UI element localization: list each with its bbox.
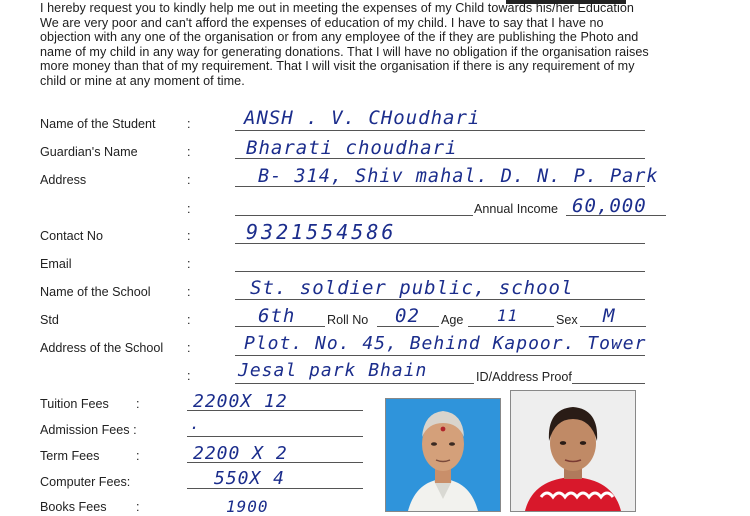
admission-fees-label: Admission Fees : bbox=[40, 423, 137, 437]
roll-no-label: Roll No bbox=[327, 313, 369, 327]
address-line-2 bbox=[235, 215, 473, 216]
books-fees-label: Books Fees bbox=[40, 500, 107, 514]
request-paragraph bbox=[40, 1, 745, 88]
admission-fees-value: . bbox=[190, 414, 201, 433]
std-label: Std bbox=[40, 313, 59, 327]
paragraph-line: child or mine at any moment of time. bbox=[40, 73, 245, 88]
contact-label: Contact No bbox=[40, 229, 103, 243]
id-proof-label: ID/Address Proof bbox=[476, 370, 572, 384]
school-address-line-1 bbox=[235, 355, 645, 356]
colon: : bbox=[136, 500, 140, 514]
email-line bbox=[235, 271, 645, 272]
std-value: 6th bbox=[258, 305, 296, 327]
age-label: Age bbox=[441, 313, 464, 327]
school-address-label: Address of the School bbox=[40, 341, 164, 355]
tuition-fees-value: 2200X 12 bbox=[193, 391, 288, 412]
computer-fees-value: 550X 4 bbox=[214, 468, 286, 489]
colon: : bbox=[136, 397, 140, 411]
paragraph-line: We are very poor and can't afford the expenses of education of my child. I have to say that I have no bbox=[40, 15, 604, 30]
contact-value: 9321554586 bbox=[246, 220, 397, 244]
colon: : bbox=[187, 285, 191, 299]
school-name-line bbox=[235, 299, 645, 300]
colon: : bbox=[187, 145, 191, 159]
student-name-value: ANSH . V. CHoudhari bbox=[244, 107, 481, 129]
age-line bbox=[468, 326, 554, 327]
school-address-value-line2: Jesal park Bhain bbox=[238, 360, 428, 381]
colon: : bbox=[187, 369, 191, 383]
address-value-line1: B- 314, Shiv mahal. D. N. P. Park bbox=[258, 166, 659, 187]
email-label: Email bbox=[40, 257, 72, 271]
term-fees-value: 2200 X 2 bbox=[193, 443, 288, 464]
address-label: Address bbox=[40, 173, 87, 187]
annual-income-label: Annual Income bbox=[474, 202, 559, 216]
age-value: 11 bbox=[497, 306, 519, 325]
colon: : bbox=[187, 341, 191, 355]
colon: : bbox=[187, 173, 191, 187]
annual-income-value: 60,000 bbox=[572, 195, 647, 217]
male-portrait bbox=[386, 399, 500, 511]
colon: : bbox=[187, 257, 191, 271]
student-name-label: Name of the Student bbox=[40, 117, 156, 131]
female-portrait bbox=[511, 391, 635, 511]
colon: : bbox=[187, 313, 191, 327]
tuition-fees-label: Tuition Fees bbox=[40, 397, 109, 411]
guardian-name-label: Guardian's Name bbox=[40, 145, 138, 159]
paragraph-line: name of my child in any way for generating donations. That I will have no obligation if the organisation raises bbox=[40, 44, 649, 59]
computer-fees-label: Computer Fees: bbox=[40, 475, 131, 489]
student-name-line bbox=[235, 130, 645, 131]
male-guardian-photo bbox=[385, 398, 501, 512]
school-name-value: St. soldier public, school bbox=[250, 277, 574, 299]
books-fees-value: 1900 bbox=[226, 497, 269, 516]
school-name-label: Name of the School bbox=[40, 285, 151, 299]
colon: : bbox=[187, 202, 191, 216]
sex-label: Sex bbox=[556, 313, 578, 327]
guardian-name-value: Bharati choudhari bbox=[246, 137, 458, 159]
school-address-line-2 bbox=[235, 383, 645, 384]
paragraph-line: I hereby request you to kindly help me out in meeting the expenses of my Child towards his/her Education bbox=[40, 1, 634, 15]
female-student-photo bbox=[510, 390, 636, 512]
paragraph-line: objection with any one of the organisation or from any employee of the if they are publishing the Photo and bbox=[40, 30, 639, 44]
colon: : bbox=[187, 117, 191, 131]
paragraph-line: more money than that of my requirement. That I will visit the organisation if there is any requirement of my bbox=[40, 59, 635, 73]
sex-value: M bbox=[603, 305, 616, 327]
term-fees-label: Term Fees bbox=[40, 449, 100, 463]
roll-no-value: 02 bbox=[395, 305, 420, 327]
colon: : bbox=[187, 229, 191, 243]
school-address-value-line1: Plot. No. 45, Behind Kapoor. Tower bbox=[244, 333, 647, 354]
colon: : bbox=[136, 449, 140, 463]
admission-fees-line bbox=[187, 436, 363, 437]
